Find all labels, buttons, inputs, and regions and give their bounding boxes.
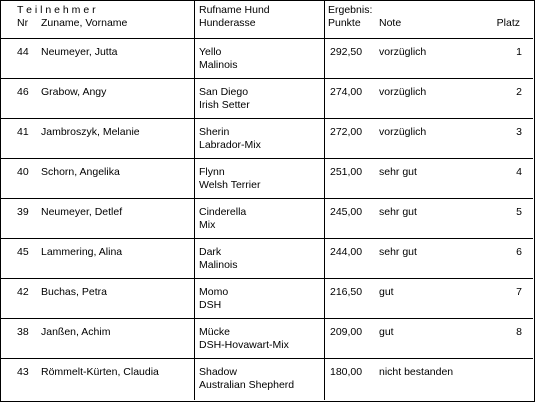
header-note: Note — [379, 17, 402, 29]
row-breed: Mix — [199, 219, 216, 231]
row-place: 2 — [516, 86, 522, 98]
row-nr: 45 — [17, 246, 29, 258]
row-dog: Momo — [199, 286, 229, 298]
row-nr: 41 — [17, 126, 29, 138]
row-breed: Malinois — [199, 259, 238, 271]
header-punkte: Punkte — [328, 17, 361, 29]
row-note: sehr gut — [379, 206, 417, 218]
header-ergebnis: Ergebnis: — [328, 4, 373, 16]
row-dog: Sherin — [199, 126, 230, 138]
row-points: 180,00 — [330, 366, 363, 378]
row-place: 3 — [516, 126, 522, 138]
row-dog: San Diego — [199, 86, 249, 98]
row-note: gut — [379, 286, 394, 298]
row-points: 209,00 — [330, 326, 363, 338]
row-name: Neumeyer, Jutta — [41, 46, 118, 58]
row-note: vorzüglich — [379, 126, 427, 138]
row-divider — [0, 198, 533, 199]
row-dog: Shadow — [199, 366, 237, 378]
row-place: 4 — [516, 166, 522, 178]
row-place: 7 — [516, 286, 522, 298]
row-nr: 39 — [17, 206, 29, 218]
row-divider — [0, 38, 533, 39]
column-divider — [194, 0, 195, 400]
row-note: vorzüglich — [379, 46, 427, 58]
row-name: Lammering, Alina — [41, 246, 123, 258]
row-dog: Flynn — [199, 166, 225, 178]
row-place: 6 — [516, 246, 522, 258]
row-breed: Australian Shepherd — [199, 379, 295, 391]
row-name: Buchas, Petra — [41, 286, 107, 298]
row-name: Schorn, Angelika — [41, 166, 120, 178]
row-points: 274,00 — [330, 86, 363, 98]
row-dog: Yello — [199, 46, 222, 58]
row-divider — [0, 238, 533, 239]
row-place: 8 — [516, 326, 522, 338]
header-name: Zuname, Vorname — [41, 17, 128, 29]
row-divider — [0, 318, 533, 319]
row-points: 251,00 — [330, 166, 363, 178]
row-note: nicht bestanden — [379, 366, 454, 378]
row-note: sehr gut — [379, 246, 417, 258]
row-breed: Labrador-Mix — [199, 139, 261, 151]
row-points: 272,00 — [330, 126, 363, 138]
row-points: 244,00 — [330, 246, 363, 258]
header-hunderasse: Hunderasse — [199, 17, 256, 29]
row-points: 292,50 — [330, 46, 363, 58]
row-divider — [0, 158, 533, 159]
row-nr: 42 — [17, 286, 29, 298]
row-nr: 44 — [17, 46, 29, 58]
row-note: sehr gut — [379, 166, 417, 178]
row-nr: 38 — [17, 326, 29, 338]
row-divider — [0, 78, 533, 79]
row-name: Römmelt-Kürten, Claudia — [41, 366, 159, 378]
row-name: Jambroszyk, Melanie — [41, 126, 140, 138]
row-divider — [0, 118, 533, 119]
row-dog: Dark — [199, 246, 222, 258]
row-breed: DSH — [199, 299, 222, 311]
row-name: Neumeyer, Detlef — [41, 206, 123, 218]
row-breed: Malinois — [199, 59, 238, 71]
row-name: Janßen, Achim — [41, 326, 111, 338]
header-rufname: Rufname Hund — [199, 4, 270, 16]
header-teilnehmer: T e i l n e h m e r — [17, 4, 96, 16]
row-nr: 46 — [17, 86, 29, 98]
row-place: 5 — [516, 206, 522, 218]
row-breed: DSH-Hovawart-Mix — [199, 339, 289, 351]
row-note: gut — [379, 326, 394, 338]
row-points: 245,00 — [330, 206, 363, 218]
row-nr: 40 — [17, 166, 29, 178]
header-platz: Platz — [496, 17, 520, 29]
row-dog: Mücke — [199, 326, 230, 338]
header-nr: Nr — [17, 17, 29, 29]
row-dog: Cinderella — [199, 206, 247, 218]
row-place: 1 — [516, 46, 522, 58]
row-breed: Welsh Terrier — [199, 179, 261, 191]
row-name: Grabow, Angy — [41, 86, 107, 98]
row-note: vorzüglich — [379, 86, 427, 98]
column-divider — [324, 0, 325, 400]
row-points: 216,50 — [330, 286, 363, 298]
row-breed: Irish Setter — [199, 99, 250, 111]
row-divider — [0, 278, 533, 279]
row-nr: 43 — [17, 366, 29, 378]
row-divider — [0, 358, 533, 359]
